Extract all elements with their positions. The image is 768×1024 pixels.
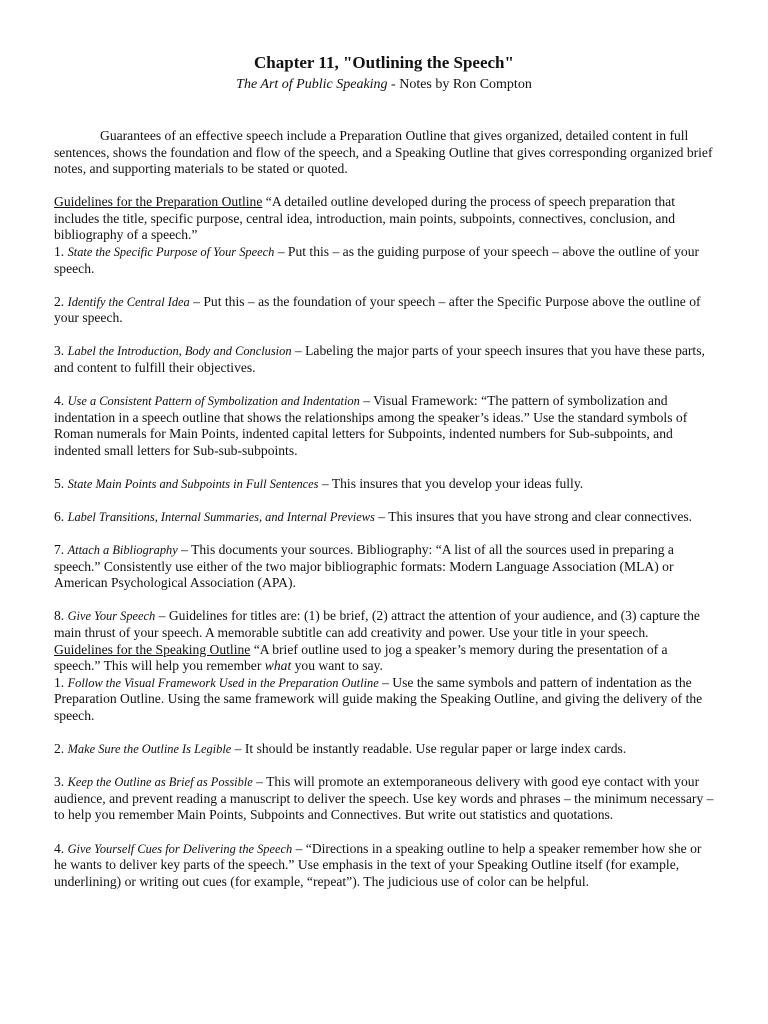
list-item [54, 244, 714, 277]
list-item [54, 542, 714, 592]
item-number: 4. [54, 393, 68, 409]
page-title [54, 52, 714, 74]
item-label: Use a Consistent Pattern of Symbolization and Indentation [67, 394, 360, 409]
item-text: – Guidelines for titles are: (1) be brief, (2) attract the attention of your audience, and (3) capture the main thrust of your speech. A memorable subtitle can add creativity and power. Use your title in your speech. [54, 608, 700, 641]
item-label: Label Transitions, Internal Summaries, and Internal Previews [67, 510, 375, 525]
list-item [54, 294, 714, 327]
item-label: Make Sure the Outline Is Legible [67, 742, 232, 757]
item-number: 7. [54, 542, 68, 558]
title-prefix: Chapter 11, " [254, 53, 353, 72]
speaking-section [54, 642, 714, 891]
title-bold: Outlining the Speech [352, 53, 505, 72]
preparation-definition-text: “A detailed outline developed during the process of speech preparation that includes the title, specific purpose, central idea, introduction, main points, subpoints, connectives, conclusion, and bibliography of a speech.” [54, 194, 676, 243]
preparation-list [54, 244, 714, 642]
item-label: State the Specific Purpose of Your Speech [67, 245, 275, 260]
title-suffix: " [504, 53, 514, 72]
item-label: State Main Points and Subpoints in Full Sentences [67, 477, 319, 491]
item-text: – This insures that you have strong and clear connectives. [374, 509, 693, 525]
item-number: 2. [54, 741, 68, 757]
book-title: The Art of Public Speaking [236, 77, 388, 92]
item-number: 1. [54, 674, 68, 690]
item-text: – Use the same symbols and pattern of indentation as the Preparation Outline. Using the same framework will guide making the Speaking Outline, and giving the delivery of the speech. [54, 674, 703, 724]
item-number: 5. [54, 476, 68, 491]
speaking-list [54, 675, 714, 890]
item-text: – Put this – as the guiding purpose of your speech – above the outline of your speech. [54, 244, 700, 276]
item-label: Identify the Central Idea [67, 294, 190, 309]
intro-paragraph: Guarantees of an effective speech include a Preparation Outline that gives organized, detailed content in full sentences, shows the foundation and flow of the speech, and a Speaking Outline that gives corresponding organized brief notes, and supporting materials to be stated or quoted. [54, 128, 713, 177]
speaking-definition [54, 642, 714, 675]
list-item [54, 343, 714, 376]
item-number: 3. [54, 774, 68, 790]
item-number: 6. [54, 509, 68, 525]
item-text: – This will promote an extemporaneous delivery with good eye contact with your audience, and prevent reading a manuscript to deliver the speech. Use key words and phrases – the minimum necessary – to help you remember Main Points, Subpoints and Connectives. But write out statistics and quotations. [54, 774, 714, 823]
item-label: Give Yourself Cues for Delivering the Speech [67, 841, 293, 856]
subtitle-author: - Notes by Ron Compton [387, 77, 532, 92]
item-label: Keep the Outline as Brief as Possible [67, 775, 253, 790]
speaking-heading: Guidelines for the Speaking Outline [54, 641, 251, 657]
item-text: – “Directions in a speaking outline to help a speaker remember how she or he wants to deliver key parts of the speech.” Use emphasis in the text of your Speaking Outline itself (for example, underlining) or writing out cues (for example, “repeat”). The judicious use of color can be helpful. [54, 840, 702, 889]
preparation-section [54, 194, 714, 641]
preparation-definition [54, 194, 714, 244]
item-label: Give Your Speech [67, 609, 156, 624]
list-item [54, 774, 714, 824]
item-text: – Visual Framework: “The pattern of symbolization and indentation in a speech outline that shows the relationships among the speaker’s ideas.” Use the standard symbols of Roman numerals for Main Points, indented capital letters for Subpoints, indented numbers for Sub-subpoints, and indented small letters for Sub-sub-subpoints. [54, 393, 688, 458]
list-item [54, 841, 714, 891]
item-text: – This insures that you develop your ideas fully. [318, 476, 584, 491]
list-item [54, 476, 714, 493]
speaking-definition-b: you want to say. [291, 658, 383, 674]
list-item [54, 509, 714, 526]
list-item [54, 608, 714, 641]
list-item [54, 741, 714, 758]
item-text: – Put this – as the foundation of your speech – after the Specific Purpose above the outline of your speech. [54, 293, 701, 326]
item-label: Label the Introduction, Body and Conclusion [67, 344, 292, 359]
item-number: 4. [54, 840, 68, 856]
page-subtitle [54, 76, 714, 94]
item-text: – This documents your sources. Bibliography: “A list of all the sources used in preparing a speech.” Consistently use either of the two major bibliographic formats: Modern Language Association (MLA) or American Psychological Association (APA). [54, 542, 674, 591]
list-item [54, 675, 714, 725]
item-number: 1. [54, 244, 68, 260]
speaking-definition-a: “A brief outline used to jog a speaker’s memory during the presentation of a speech.” This will help you remember [54, 641, 668, 674]
item-number: 8. [54, 608, 68, 624]
item-text: – Labeling the major parts of your speech insures that you have these parts, and content to fulfill their objectives. [54, 343, 705, 376]
item-label: Attach a Bibliography [67, 543, 178, 558]
item-text: – It should be instantly readable. Use regular paper or large index cards. [231, 741, 627, 757]
item-number: 3. [54, 343, 68, 359]
item-label: Follow the Visual Framework Used in the Preparation Outline [67, 675, 379, 690]
list-item [54, 393, 714, 459]
item-number: 2. [54, 293, 68, 309]
speaking-definition-emphasis: what [264, 658, 292, 674]
preparation-heading: Guidelines for the Preparation Outline [54, 194, 263, 210]
